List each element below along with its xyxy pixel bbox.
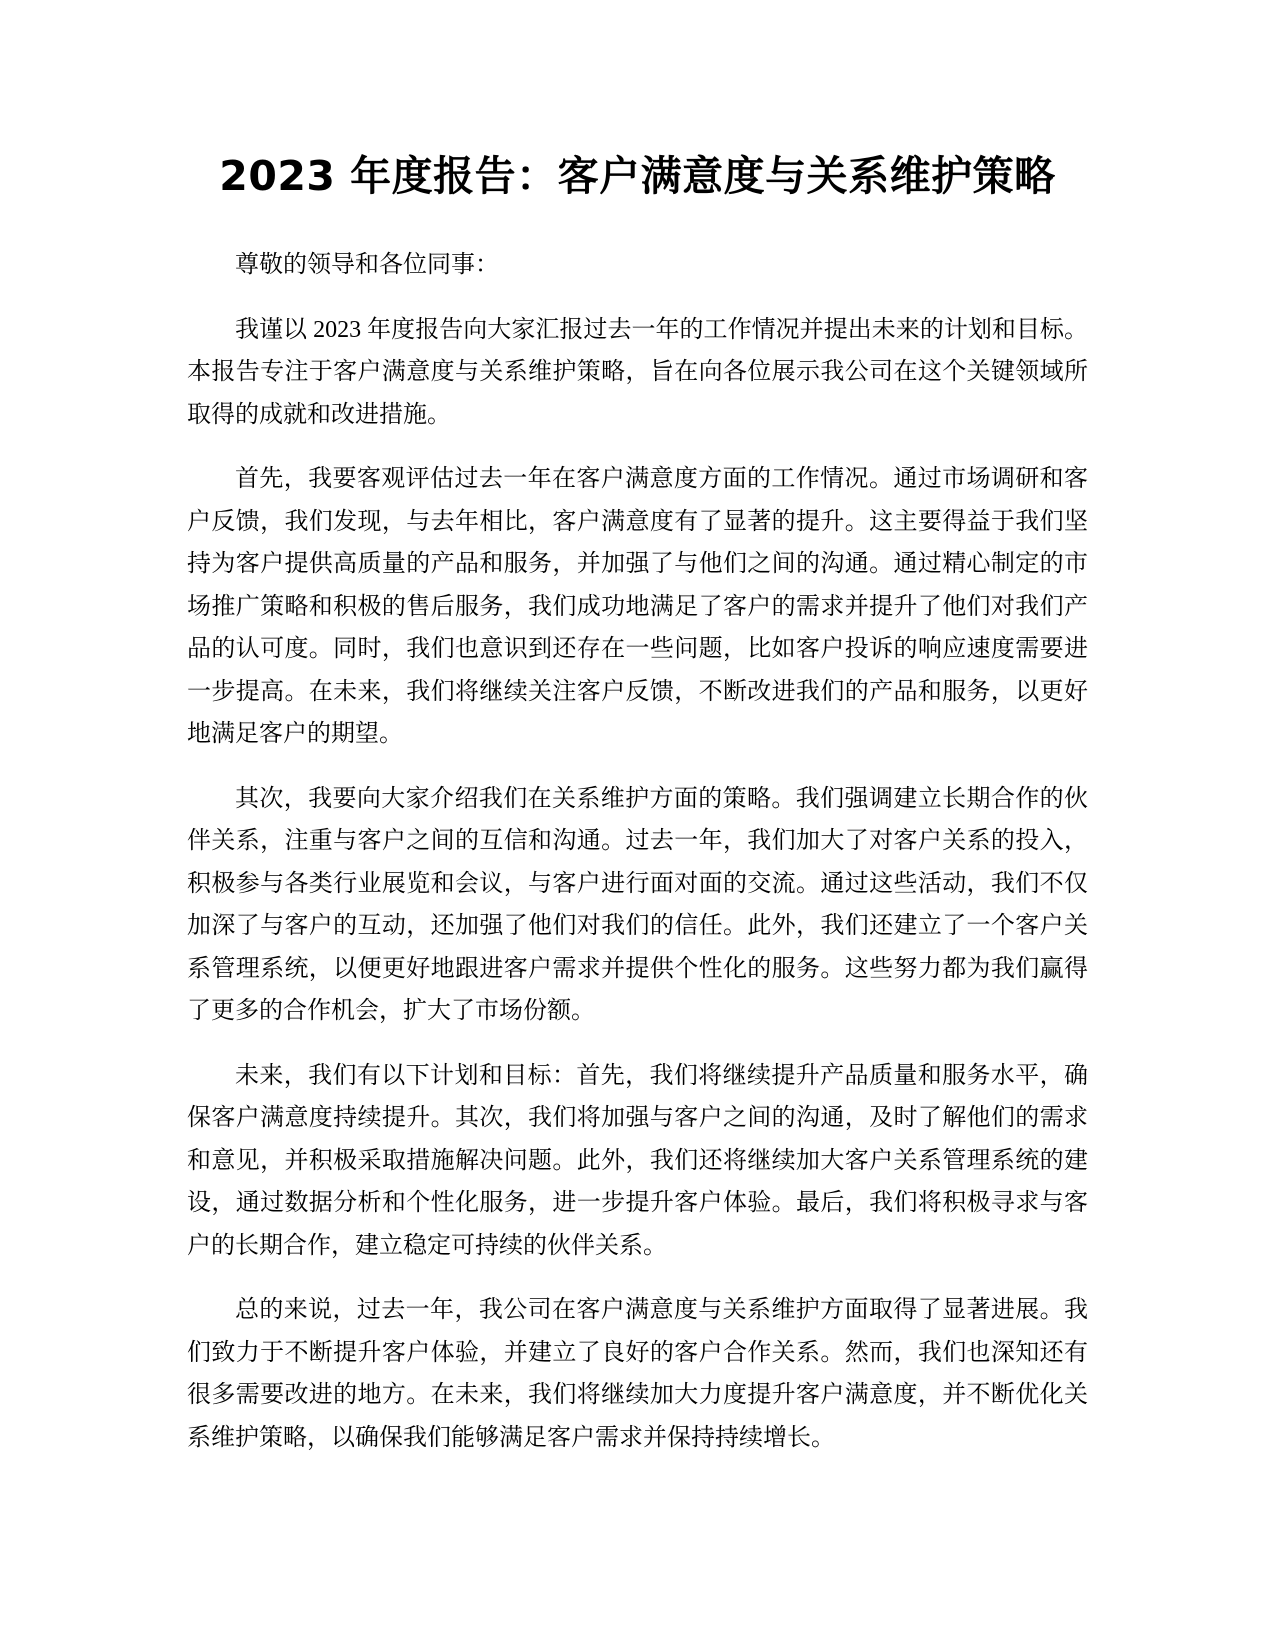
document-body	[187, 244, 1088, 1481]
satisfaction-paragraph: 首先，我要客观评估过去一年在客户满意度方面的工作情况。通过市场调研和客户反馈，我们发现，与去年相比，客户满意度有了显著的提升。这主要得益于我们坚持为客户提供高质量的产品和服务，并加强了与他们之间的沟通。通过精心制定的市场推广策略和积极的售后服务，我们成功地满足了客户的需求并提升了他们对我们产品的认可度。同时，我们也意识到还存在一些问题，比如客户投诉的响应速度需要进一步提高。在未来，我们将继续关注客户反馈，不断改进我们的产品和服务，以更好地满足客户的期望。	[187, 466, 1088, 747]
relationship-paragraph: 其次，我要向大家介绍我们在关系维护方面的策略。我们强调建立长期合作的伙伴关系，注重与客户之间的互信和沟通。过去一年，我们加大了对客户关系的投入，积极参与各类行业展览和会议，与客户进行面对面的交流。通过这些活动，我们不仅加深了与客户的互动，还加强了他们对我们的信任。此外，我们还建立了一个客户关系管理系统，以便更好地跟进客户需求并提供个性化的服务。这些努力都为我们赢得了更多的合作机会，扩大了市场份额。	[187, 785, 1088, 1024]
conclusion-paragraph: 总的来说，过去一年，我公司在客户满意度与关系维护方面取得了显著进展。我们致力于不断提升客户体验，并建立了良好的客户合作关系。然而，我们也深知还有很多需要改进的地方。在未来，我们将继续加大力度提升客户满意度，并不断优化关系维护策略，以确保我们能够满足客户需求并保持持续增长。	[187, 1297, 1088, 1451]
future-plans-paragraph: 未来，我们有以下计划和目标：首先，我们将继续提升产品质量和服务水平，确保客户满意度持续提升。其次，我们将加强与客户之间的沟通，及时了解他们的需求和意见，并积极采取措施解决问题。此外，我们还将继续加大客户关系管理系统的建设，通过数据分析和个性化服务，进一步提升客户体验。最后，我们将积极寻求与客户的长期合作，建立稳定可持续的伙伴关系。	[187, 1062, 1088, 1259]
salutation-paragraph: 尊敬的领导和各位同事：	[235, 252, 499, 278]
intro-paragraph: 我谨以 2023 年度报告向大家汇报过去一年的工作情况并提出未来的计划和目标。本报告专注于客户满意度与关系维护策略，旨在向各位展示我公司在这个关键领域所取得的成就和改进措施。	[187, 316, 1088, 428]
document-title: 2023 年度报告：客户满意度与关系维护策略	[219, 152, 1056, 200]
